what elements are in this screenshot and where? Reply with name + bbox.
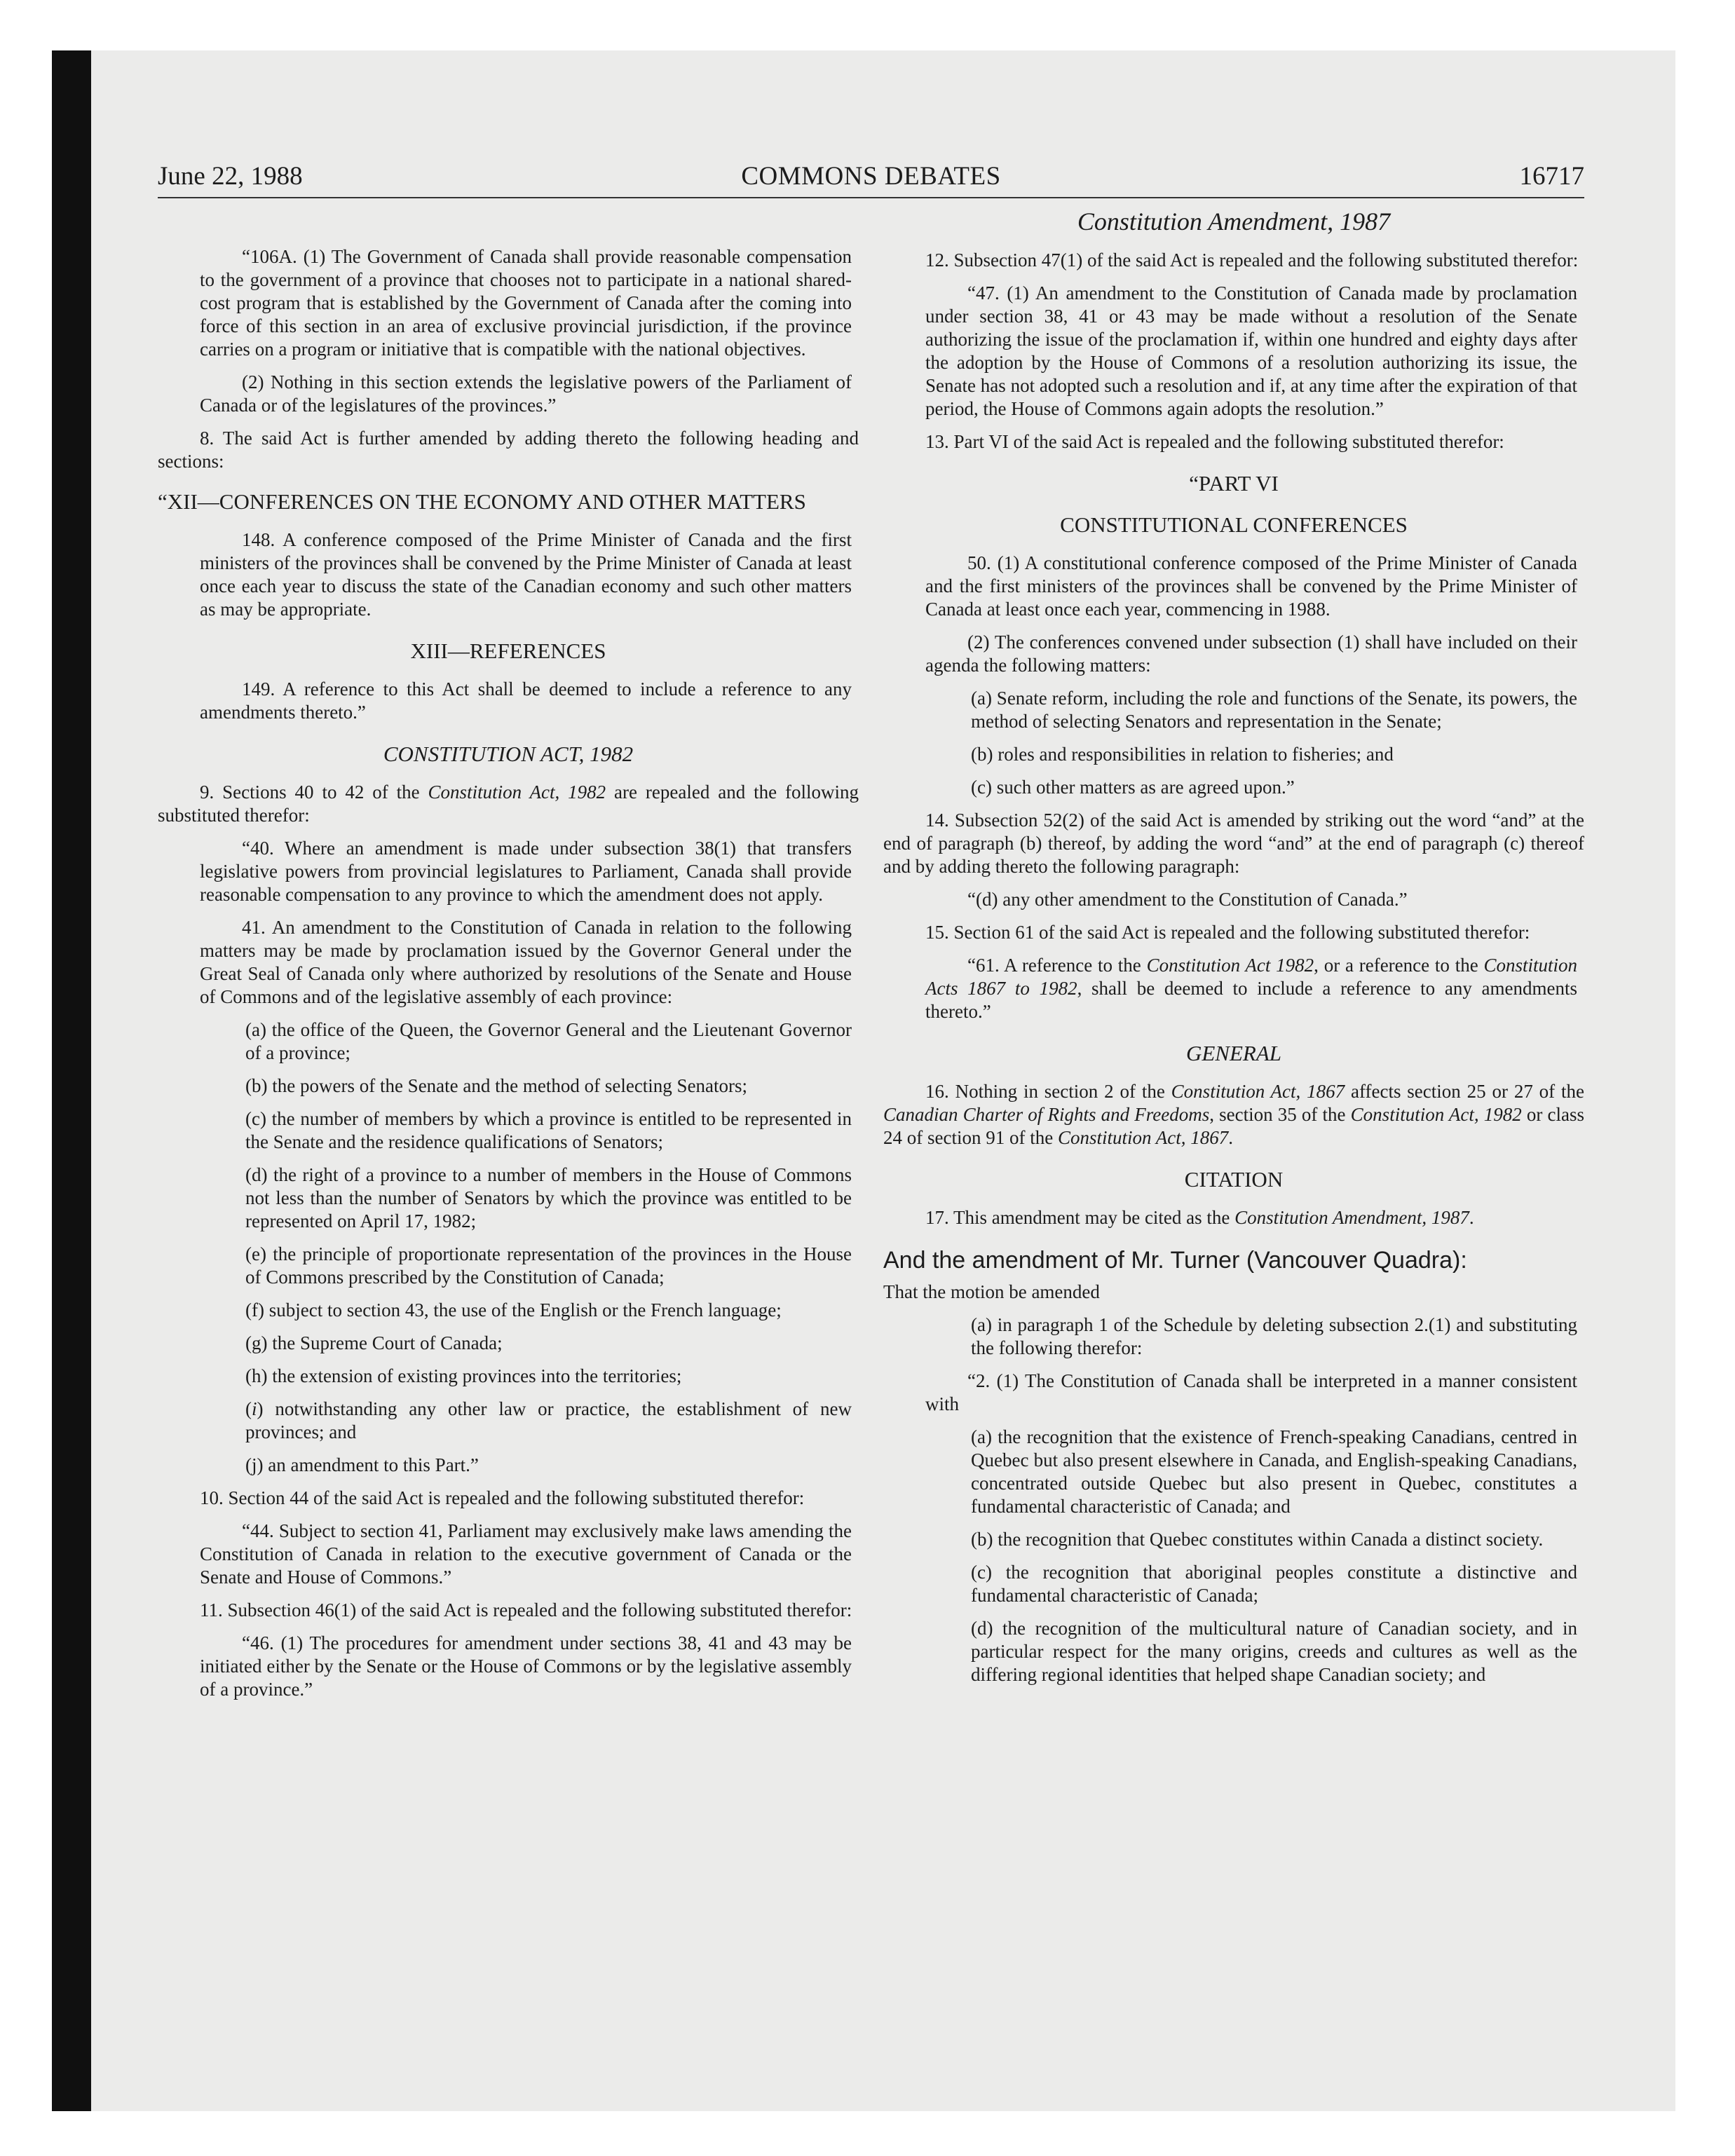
paragraph: “61. A reference to the Constitution Act 1982, or a reference to the Constitution Acts 1867 to 1982, shall be deemed to include a reference to any amendments thereto.” — [925, 955, 1578, 1022]
left-column — [158, 245, 859, 1711]
motion-text: That the motion be amended — [883, 1281, 1100, 1302]
section-148 — [200, 528, 852, 621]
section-2-1 — [925, 1370, 1577, 1416]
list-item: (c) the number of members by which a province is entitled to be represented in the Senate and the residence qualifications of Senators; — [245, 1108, 852, 1152]
list-item: (a) the office of the Queen, the Governor General and the Lieutenant Governor of a province; — [245, 1019, 852, 1063]
heading-constitutional-conferences: CONSTITUTIONAL CONFERENCES — [1060, 512, 1408, 537]
list-item: (g) the Supreme Court of Canada; — [245, 1332, 503, 1353]
clause-16: 16. Nothing in section 2 of the Constitution Act, 1867 affects section 25 or 27 of the Canadian Charter of Rights and Freedoms, section 35 of the Constitution Act, 1982 or class 24 of section 91 of the Constitution Act, 1867. — [883, 1081, 1584, 1148]
list-item: (a) the recognition that the existence of French-speaking Canadians, centred in Quebec but also present elsewhere in Canada, and English-speaking Canadians, concentrated outside Quebec but also present in Quebec, constitutes a fundamental characteristic of Canada; and — [971, 1426, 1577, 1517]
section-52d — [925, 888, 1577, 911]
list-item: (a) Senate reform, including the role and functions of the Senate, its powers, the method of selecting Senators and representation in the Senate; — [971, 688, 1577, 732]
paragraph: (2) Nothing in this section extends the legislative powers of the Parliament of Canada or of the legislatures of the provinces.” — [200, 371, 852, 416]
list-item: (b) roles and responsibilities in relation to fisheries; and — [971, 744, 1394, 765]
paragraph: “2. (1) The Constitution of Canada shall be interpreted in a manner consistent with — [925, 1370, 1577, 1414]
heading-xii: “XII—CONFERENCES ON THE ECONOMY AND OTHER MATTERS — [158, 489, 806, 514]
heading-xiii: XIII—REFERENCES — [410, 639, 606, 663]
header-rule — [158, 197, 1584, 198]
clause-14: 14. Subsection 52(2) of the said Act is amended by striking out the word “and” at the end of paragraph (b) thereof, by adding the word “and” at the end of paragraph (c) thereof and by adding thereto the following paragraph: — [883, 810, 1584, 877]
paragraph: (a) in paragraph 1 of the Schedule by deleting subsection 2.(1) and substituting the following therefor: — [971, 1314, 1577, 1358]
clause-11: 11. Subsection 46(1) of the said Act is repealed and the following substituted therefor: — [200, 1599, 852, 1621]
clause-13: 13. Part VI of the said Act is repealed and the following substituted therefor: — [925, 431, 1504, 452]
clause-12: 12. Subsection 47(1) of the said Act is repealed and the following substituted therefor: — [925, 250, 1579, 271]
section-40-41 — [200, 837, 852, 1009]
heading-citation: CITATION — [1184, 1167, 1284, 1192]
section-title: Constitution Amendment, 1987 — [1077, 207, 1391, 236]
list-item: (b) the recognition that Quebec constitutes within Canada a distinct society. — [971, 1529, 1544, 1550]
paragraph: “(d) any other amendment to the Constitution of Canada.” — [967, 889, 1408, 910]
section-46 — [200, 1632, 852, 1701]
clause-10: 10. Section 44 of the said Act is repealed and the following substituted therefor: — [200, 1487, 805, 1508]
paragraph: “44. Subject to section 41, Parliament may exclusively make laws amending the Constitution of Canada in relation to the executive government of Canada or the Senate and House of Commons.” — [200, 1520, 852, 1588]
heading-general: GENERAL — [1185, 1041, 1282, 1065]
list-item: (d) the recognition of the multicultural nature of Canadian society, and in particular respect for the many origins, creeds and cultures as well as the differing regional identities that helped shape Canadian society; and — [971, 1618, 1577, 1685]
list-item: (j) an amendment to this Part.” — [245, 1454, 479, 1475]
scan-edge — [52, 50, 91, 2111]
list-item: (e) the principle of proportionate representation of the provinces in the House of Commons prescribed by the Constitution of Canada; — [245, 1243, 852, 1288]
paragraph: 41. An amendment to the Constitution of Canada in relation to the following matters may be made by proclamation issued by the Governor General under the Great Seal of Canada only where authorized by resolutions of the Senate and House of Commons and of the legislative assembly of each province: — [200, 917, 852, 1007]
turner-amendment-heading: And the amendment of Mr. Turner (Vancouver Quadra): — [883, 1247, 1467, 1274]
list-item: (c) the recognition that aboriginal peoples constitute a distinctive and fundamental characteristic of Canada; — [971, 1562, 1577, 1606]
section-106a — [200, 245, 852, 417]
section-44 — [200, 1520, 852, 1589]
paragraph: “106A. (1) The Government of Canada shall provide reasonable compensation to the government of a province that chooses not to participate in a national shared-cost program that is established by the Government of Canada after the coming into force of this section in an area of exclusive provincial jurisdiction, if the province carries on a program or initiative that is compatible with the national objectives. — [200, 246, 852, 360]
section-50-items — [971, 687, 1577, 799]
list-item: (d) the right of a province to a number of members in the House of Commons not less than the number of Senators by which the province was entitled to be represented on April 17, 1982; — [245, 1164, 852, 1231]
paragraph: “40. Where an amendment is made under subsection 38(1) that transfers legislative powers from provincial legislatures to Parliament, Canada shall provide reasonable compensation to any province to which the amendment does not apply. — [200, 838, 852, 905]
list-item: (b) the powers of the Senate and the method of selecting Senators; — [245, 1075, 748, 1096]
clause-9: 9. Sections 40 to 42 of the Constitution Act, 1982 are repealed and the following substituted therefor: — [158, 782, 859, 826]
amendment-para-a — [971, 1314, 1577, 1360]
section-61 — [925, 954, 1577, 1023]
paragraph: (2) The conferences convened under subsection (1) shall have included on their agenda the following matters: — [925, 632, 1577, 676]
clause-8: 8. The said Act is further amended by adding thereto the following heading and sections: — [158, 428, 859, 472]
header-date: June 22, 1988 — [158, 162, 303, 191]
list-item: (h) the extension of existing provinces into the territories; — [245, 1365, 682, 1386]
heading-constitution-act-1982: CONSTITUTION ACT, 1982 — [383, 742, 634, 766]
list-item: (c) such other matters as are agreed upon.” — [971, 777, 1295, 798]
paragraph: 149. A reference to this Act shall be deemed to include a reference to any amendments thereto.” — [200, 678, 852, 723]
list-item: (f) subject to section 43, the use of the English or the French language; — [245, 1299, 782, 1321]
page-number: 16717 — [1519, 162, 1584, 191]
section-47 — [925, 282, 1577, 421]
running-header — [158, 161, 1584, 192]
section-149 — [200, 678, 852, 724]
paragraph: 50. (1) A constitutional conference composed of the Prime Minister of Canada and the first ministers of the provinces shall be convened by the Prime Minister of Canada at least once each year, commencing in 1988. — [925, 552, 1577, 620]
right-column — [883, 207, 1584, 1696]
paragraph: 148. A conference composed of the Prime Minister of Canada and the first ministers of the provinces shall be convened by the Prime Minister of Canada at least once each year to discuss the state of the Canadian economy and such other matters as may be appropriate. — [200, 529, 852, 620]
section-41-items — [245, 1018, 852, 1477]
header-title: COMMONS DEBATES — [741, 162, 1001, 191]
clause-15: 15. Section 61 of the said Act is repealed and the following substituted therefor: — [925, 922, 1530, 943]
heading-part-vi: “PART VI — [1189, 471, 1279, 496]
clause-17: 17. This amendment may be cited as the Constitution Amendment, 1987. — [925, 1207, 1474, 1228]
list-item: (i) notwithstanding any other law or practice, the establishment of new provinces; and — [245, 1398, 852, 1442]
section-2-items — [971, 1426, 1577, 1686]
section-50 — [925, 552, 1577, 677]
paragraph: “46. (1) The procedures for amendment under sections 38, 41 and 43 may be initiated either by the Senate or the House of Commons or by the legislative assembly of a province.” — [200, 1632, 852, 1700]
paragraph: “47. (1) An amendment to the Constitution of Canada made by proclamation under section 38, 41 or 43 may be made without a resolution of the Senate authorizing the issue of the proclamation if, within one hundred and eighty days after the adoption by the House of Commons of a resolution authorizing its issue, the Senate has not adopted such a resolution and if, at any time after the expiration of that period, the House of Commons again adopts the resolution.” — [925, 282, 1577, 419]
